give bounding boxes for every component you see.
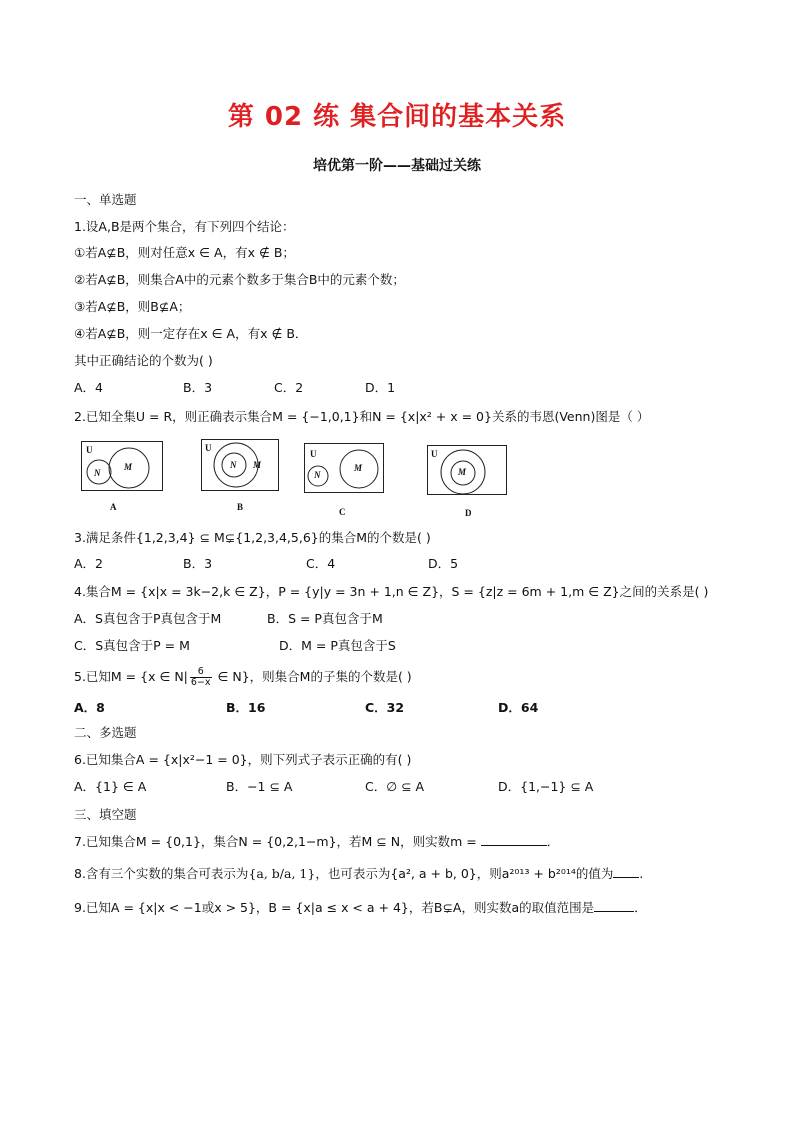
q5-fraction-denominator: 6−x: [190, 677, 211, 688]
q3-stem: 3.满足条件{1,2,3,4} ⊆ M⊊{1,2,3,4,5,6}的集合M的个数是( ): [74, 530, 431, 545]
q4-option-b: B．S = P真包含于M: [267, 611, 383, 626]
q9-end: ．: [634, 900, 647, 915]
venn-a-n-label: N: [94, 468, 101, 478]
q1-question: 其中正确结论的个数为( ): [74, 353, 213, 368]
q1-statement-4: ④若A⊈B，则一定存在x ∈ A，有x ∉ B．: [74, 326, 308, 341]
q1-option-c: C．2: [274, 380, 304, 395]
q7-stem: 7.已知集合M = {0,1}，集合N = {0,2,1−m}，若M ⊆ N，则实数m =: [74, 834, 477, 849]
q8-stem-pre: 8.含有三个实数的集合可表示为: [74, 866, 249, 881]
q4-option-a: A．S真包含于P真包含于M: [74, 611, 222, 626]
q7-line: [74, 833, 559, 851]
venn-d-caption: D: [465, 508, 472, 518]
q5-stem-post: ∈ N}，则集合M的子集的个数是( ): [213, 669, 412, 684]
q8-stem-mid: ，也可表示为{a², a + b, 0}，则a²⁰¹³ + b²⁰¹⁴的值为: [315, 866, 614, 881]
q8-end: .: [639, 866, 644, 881]
q6-option-c: C．∅ ⊆ A: [365, 779, 425, 794]
venn-c-m-label: M: [354, 463, 363, 473]
venn-d-m-label: M: [458, 467, 467, 477]
q8-line: [74, 865, 643, 883]
q5-fraction-numerator: 6: [190, 667, 212, 678]
q5-option-d: D．64: [498, 700, 539, 715]
q1-option-a: A．4: [74, 380, 104, 395]
q1-option-b: B．3: [183, 380, 213, 395]
page-subtitle: 培优第一阶——基础过关练: [313, 158, 481, 174]
q5-option-c: C．32: [365, 700, 405, 715]
q2-stem: 2.已知全集U = R，则正确表示集合M = {−1,0,1}和N = {x|x² + x = 0}关系的韦恩(Venn)图是（ ）: [74, 409, 650, 424]
venn-a-caption: A: [110, 502, 117, 512]
q6-option-a: A．{1} ∈ A: [74, 779, 147, 794]
q3-option-b: B．3: [183, 556, 213, 571]
q3-option-a: A．2: [74, 556, 104, 571]
q4-option-c: C．S真包含于P = M: [74, 638, 190, 653]
venn-a-u-label: U: [86, 445, 93, 455]
q4-option-d: D．M = P真包含于S: [279, 638, 396, 653]
q3-option-d: D．5: [428, 556, 459, 571]
venn-b-m-label: M: [253, 460, 262, 470]
venn-b-u-label: U: [205, 443, 212, 453]
q1-statement-1: ①若A⊈B，则对任意x ∈ A，有x ∉ B；: [74, 245, 295, 260]
venn-c-n-label: N: [314, 470, 321, 480]
q4-stem: 4.集合M = {x|x = 3k−2,k ∈ Z}，P = {y|y = 3n + 1,n ∈ Z}，S = {z|z = 6m + 1,m ∈ Z}之间的关系是( ): [74, 584, 709, 599]
venn-d-u-label: U: [431, 449, 438, 459]
q9-answer-blank[interactable]: [594, 899, 634, 912]
venn-c-caption: C: [339, 507, 346, 517]
q8-set-1: {a, b/a, 1}: [248, 866, 316, 881]
q6-option-d: D．{1,−1} ⊆ A: [498, 779, 594, 794]
section-fill-blank: 三、填空题: [74, 807, 137, 822]
q9-line: [74, 899, 647, 917]
q1-statement-3: ③若A⊈B，则B⊈A；: [74, 299, 191, 314]
q8-answer-blank[interactable]: [613, 865, 639, 878]
venn-b-n-label: N: [230, 460, 237, 470]
q5-stem-pre: 5.已知M = {x ∈ N|: [74, 669, 188, 684]
q6-stem: 6.已知集合A = {x|x²−1 = 0}，则下列式子表示正确的有( ): [74, 752, 412, 767]
venn-c-u-label: U: [310, 449, 317, 459]
venn-b-caption: B: [237, 502, 244, 512]
venn-a-m-label: M: [124, 462, 133, 472]
q6-option-b: B．−1 ⊆ A: [226, 779, 293, 794]
q1-stem: 1.设A,B是两个集合，有下列四个结论：: [74, 219, 295, 234]
venn-diagram-a: [81, 441, 163, 491]
q5-fraction: [190, 667, 212, 688]
section-single-choice: 一、单选题: [74, 192, 137, 207]
q9-stem: 9.已知A = {x|x < −1或x > 5}，B = {x|a ≤ x < a + 4}，若B⊊A，则实数a的取值范围是: [74, 900, 595, 915]
q1-statement-2: ②若A⊈B，则集合A中的元素个数多于集合B中的元素个数；: [74, 272, 405, 287]
q3-option-c: C．4: [306, 556, 336, 571]
q5-option-a: A．8: [74, 700, 105, 715]
venn-diagram-d: [427, 445, 507, 495]
q7-answer-blank[interactable]: [481, 833, 547, 846]
venn-diagram-b: [201, 439, 279, 491]
page-title: 第 02 练 集合间的基本关系: [227, 102, 567, 132]
q7-end: ．: [546, 834, 560, 849]
q5-stem: [74, 667, 412, 688]
q5-option-b: B．16: [226, 700, 266, 715]
q1-option-d: D．1: [365, 380, 396, 395]
section-multiple-choice: 二、多选题: [74, 725, 137, 740]
